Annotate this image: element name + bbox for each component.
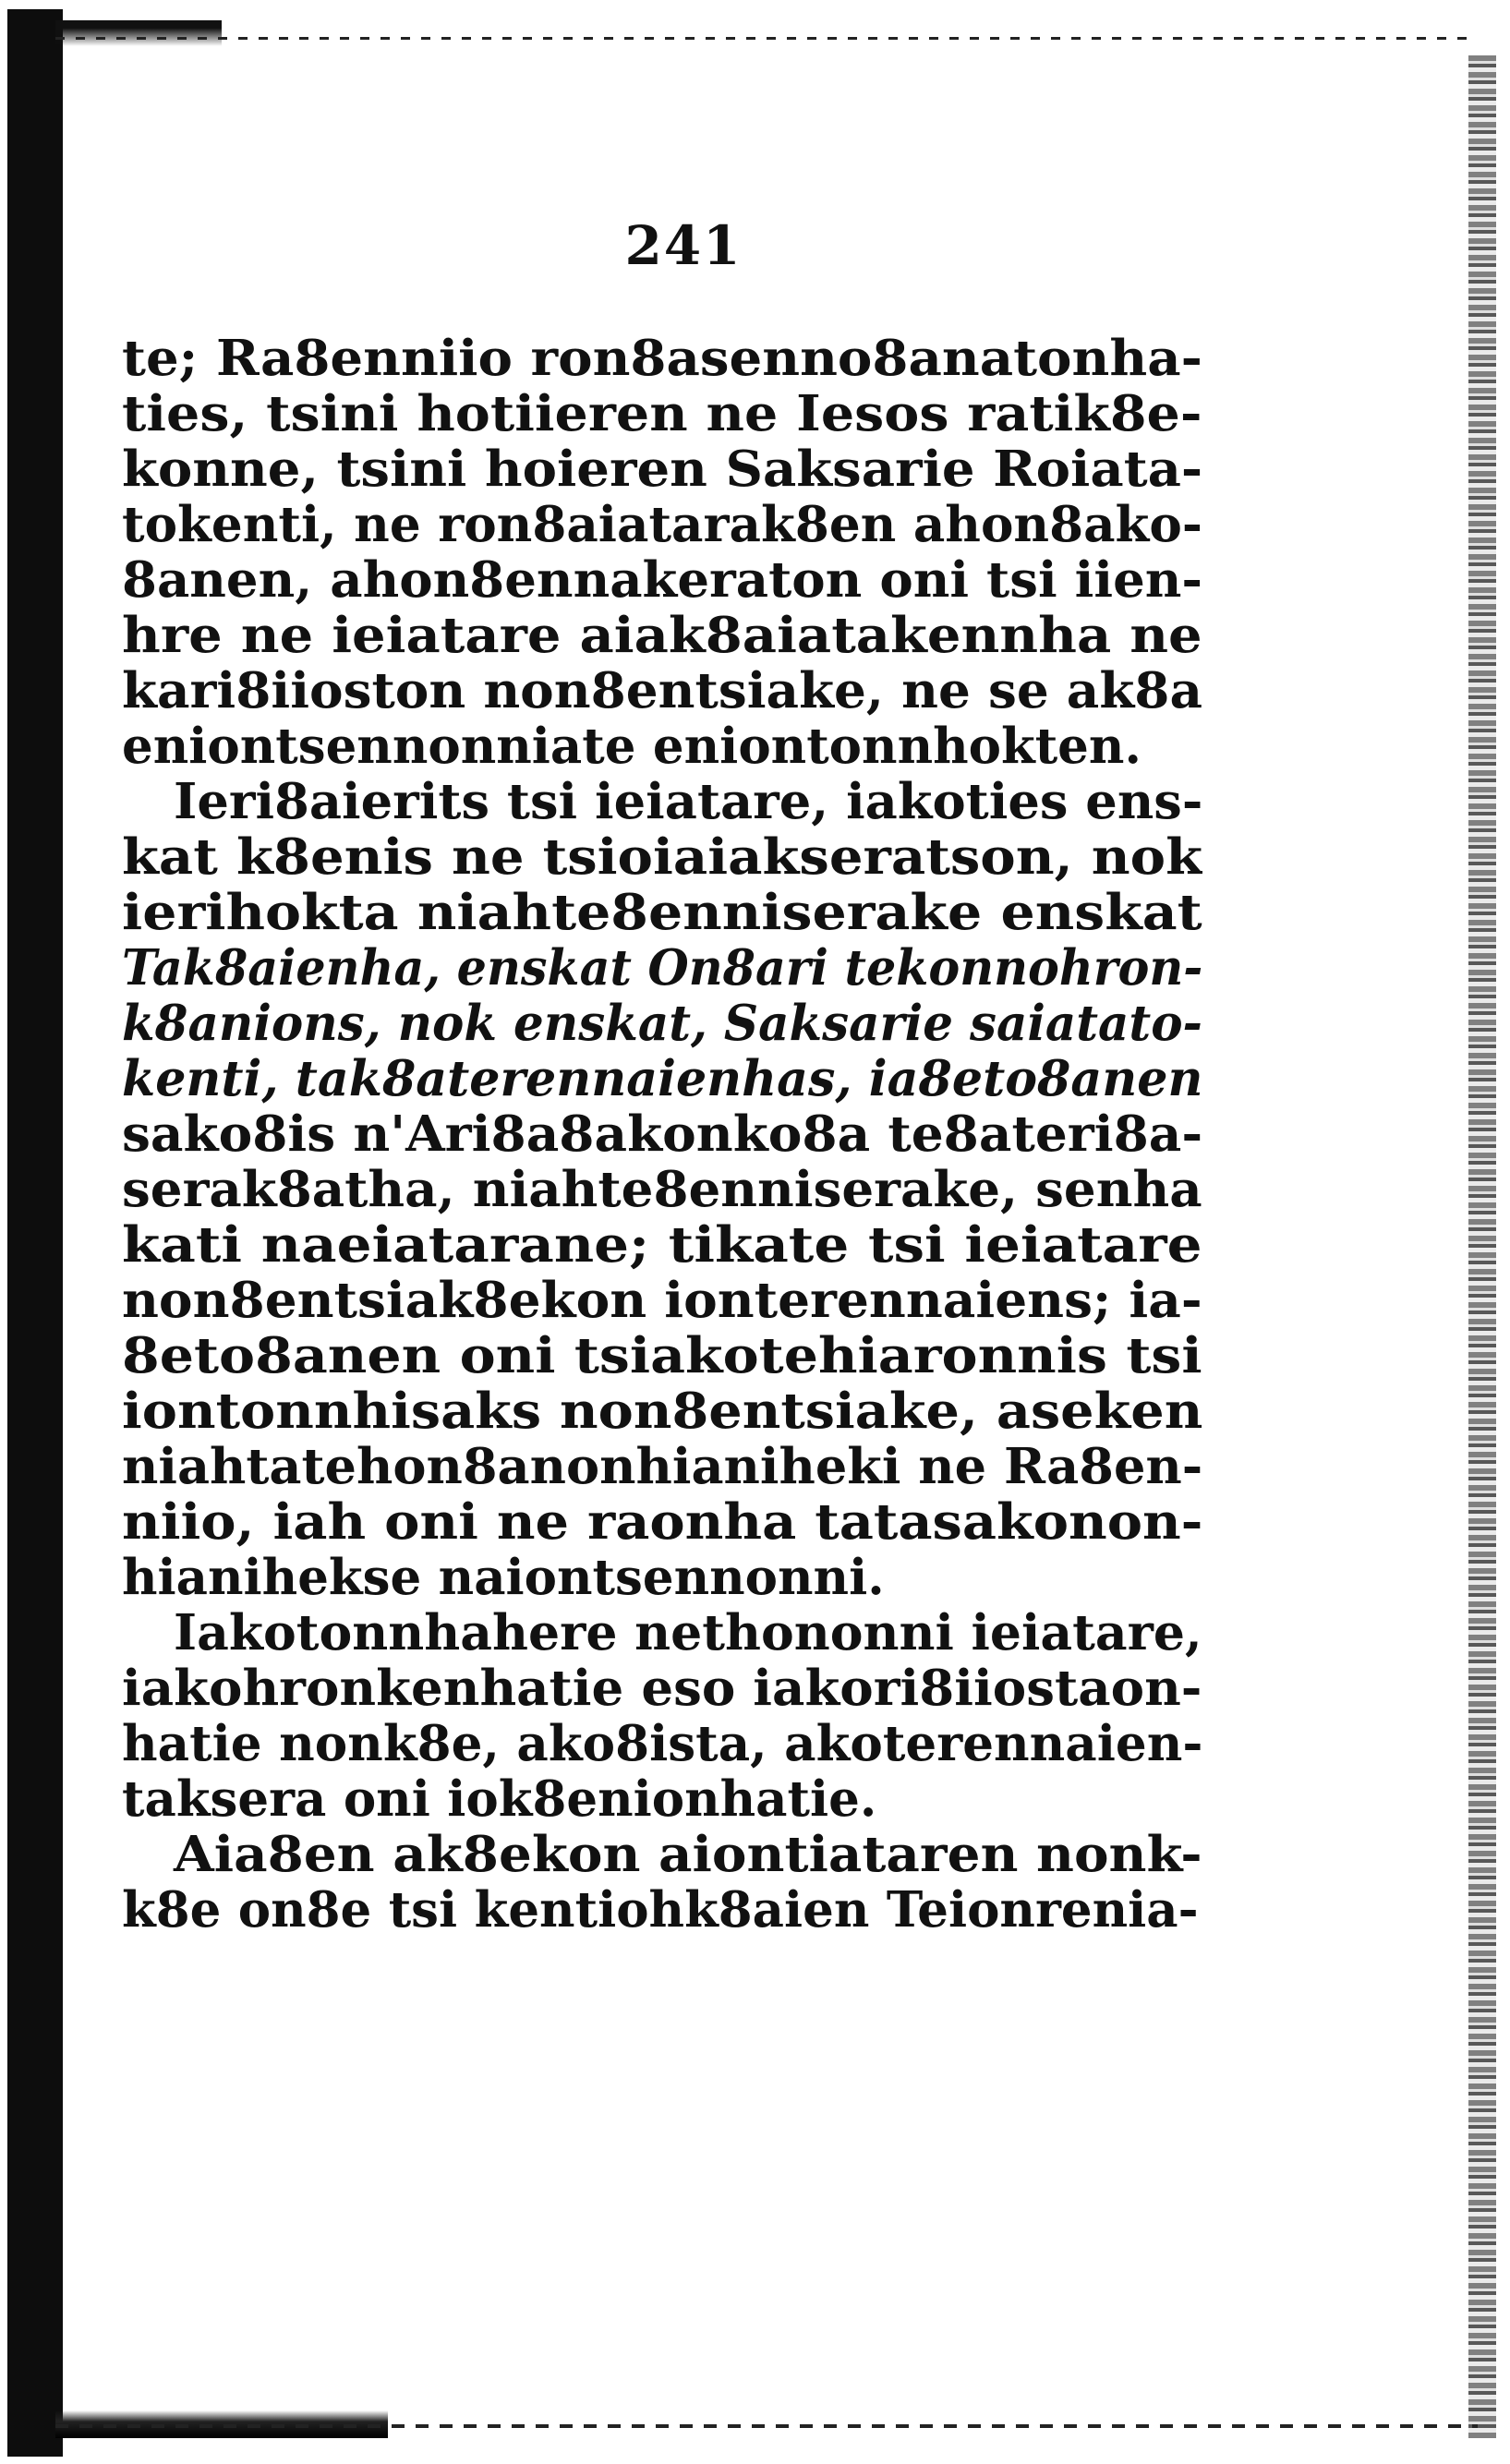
text-line-content: tokenti, ne ron8aiatarak8en ahon8ako- [122, 497, 1202, 552]
text-line [122, 1328, 1202, 1383]
text-line [122, 996, 1202, 1051]
text-line-content: kati naeiatarane; tikate tsi ieiatare [122, 1217, 1202, 1273]
text-line [122, 1051, 1202, 1106]
text-line-content: serak8atha, niahte8enniserake, senha [122, 1162, 1202, 1217]
text-line-content: iontonnhisaks non8entsiake, aseken [122, 1383, 1202, 1439]
text-line-content: niio, iah oni ne raonha tatasakonon- [122, 1494, 1202, 1550]
text-line [122, 1494, 1202, 1550]
text-line-content: non8entsiak8ekon ionterennaiens; ia- [122, 1273, 1202, 1328]
text-line-content: kenti, tak8aterennaienhas, ia8eto8anen [122, 1051, 1202, 1106]
text-line [122, 386, 1202, 441]
text-line [122, 1106, 1202, 1162]
page-number: 241 [624, 214, 743, 277]
text-line-content: eniontsennonniate eniontonnhokten. [122, 719, 1142, 774]
text-line-content: hatie nonk8e, ako8ista, akoterennaien- [122, 1716, 1202, 1771]
text-line-content: ties, tsini hotiieren ne Iesos ratik8e- [122, 386, 1202, 441]
text-line [122, 1217, 1202, 1273]
text-line [122, 1827, 1202, 1882]
text-line-content: konne, tsini hoieren Saksarie Roiata- [122, 441, 1202, 497]
scan-binding-edge [7, 9, 63, 2457]
text-line-content: niahtatehon8anonhianiheki ne Ra8en- [122, 1439, 1202, 1494]
scan-top-edge [55, 37, 1478, 40]
text-line [122, 1162, 1202, 1217]
text-line-content: taksera oni iok8enionhatie. [122, 1771, 877, 1827]
text-line [122, 1771, 1202, 1827]
text-line [122, 1273, 1202, 1328]
text-line [122, 1550, 1202, 1605]
text-line [122, 608, 1202, 663]
text-line [122, 497, 1202, 552]
text-line-content: k8anions, nok enskat, Saksarie saiatato- [122, 996, 1202, 1051]
text-line-content: Ieri8aierits tsi ieiatare, iakoties ens- [174, 774, 1202, 829]
text-line [122, 1716, 1202, 1771]
text-line [122, 1383, 1202, 1439]
text-line-content: ierihokta niahte8enniserake enskat [122, 885, 1202, 940]
text-line-content: iakohronkenhatie eso iakori8iiostaon- [122, 1661, 1202, 1716]
text-line-content: Tak8aienha, enskat On8ari tekonnohron- [122, 940, 1202, 996]
text-line [122, 1439, 1202, 1494]
text-line [122, 885, 1202, 940]
text-line [122, 441, 1202, 497]
text-line-content: hianihekse naiontsennonni. [122, 1550, 885, 1605]
text-line [122, 1605, 1202, 1661]
text-line [122, 829, 1202, 885]
scan-bottom-edge [55, 2424, 1478, 2428]
text-line [122, 663, 1202, 719]
text-line-content: hre ne ieiatare aiak8aiatakennha ne [122, 608, 1202, 663]
text-line [122, 1661, 1202, 1716]
body-text [122, 331, 1202, 1938]
text-line [122, 331, 1202, 386]
text-line-content: k8e on8e tsi kentiohk8aien Teionrenia- [122, 1882, 1199, 1938]
scan-right-edge [1468, 55, 1496, 2438]
text-line-content: kari8iioston non8entsiake, ne se ak8a [122, 663, 1202, 719]
text-line-content: te; Ra8enniio ron8asenno8anatonha- [122, 331, 1202, 386]
text-line [122, 552, 1202, 608]
text-line-content: sako8is n'Ari8a8akonko8a te8ateri8a- [122, 1106, 1202, 1162]
text-line-content: Iakotonnhahere nethononni ieiatare, [174, 1605, 1202, 1661]
scan-top-corner [55, 20, 222, 46]
text-line-content: Aia8en ak8ekon aiontiataren nonk- [174, 1827, 1202, 1882]
text-line [122, 719, 1202, 774]
text-line [122, 940, 1202, 996]
text-line-content: 8eto8anen oni tsiakotehiaronnis tsi [122, 1328, 1202, 1383]
text-line-content: kat k8enis ne tsioiaiakseratson, nok [122, 829, 1202, 885]
text-line-content: 8anen, ahon8ennakeraton oni tsi iien- [122, 552, 1202, 608]
text-line [122, 1882, 1202, 1938]
text-line [122, 774, 1202, 829]
